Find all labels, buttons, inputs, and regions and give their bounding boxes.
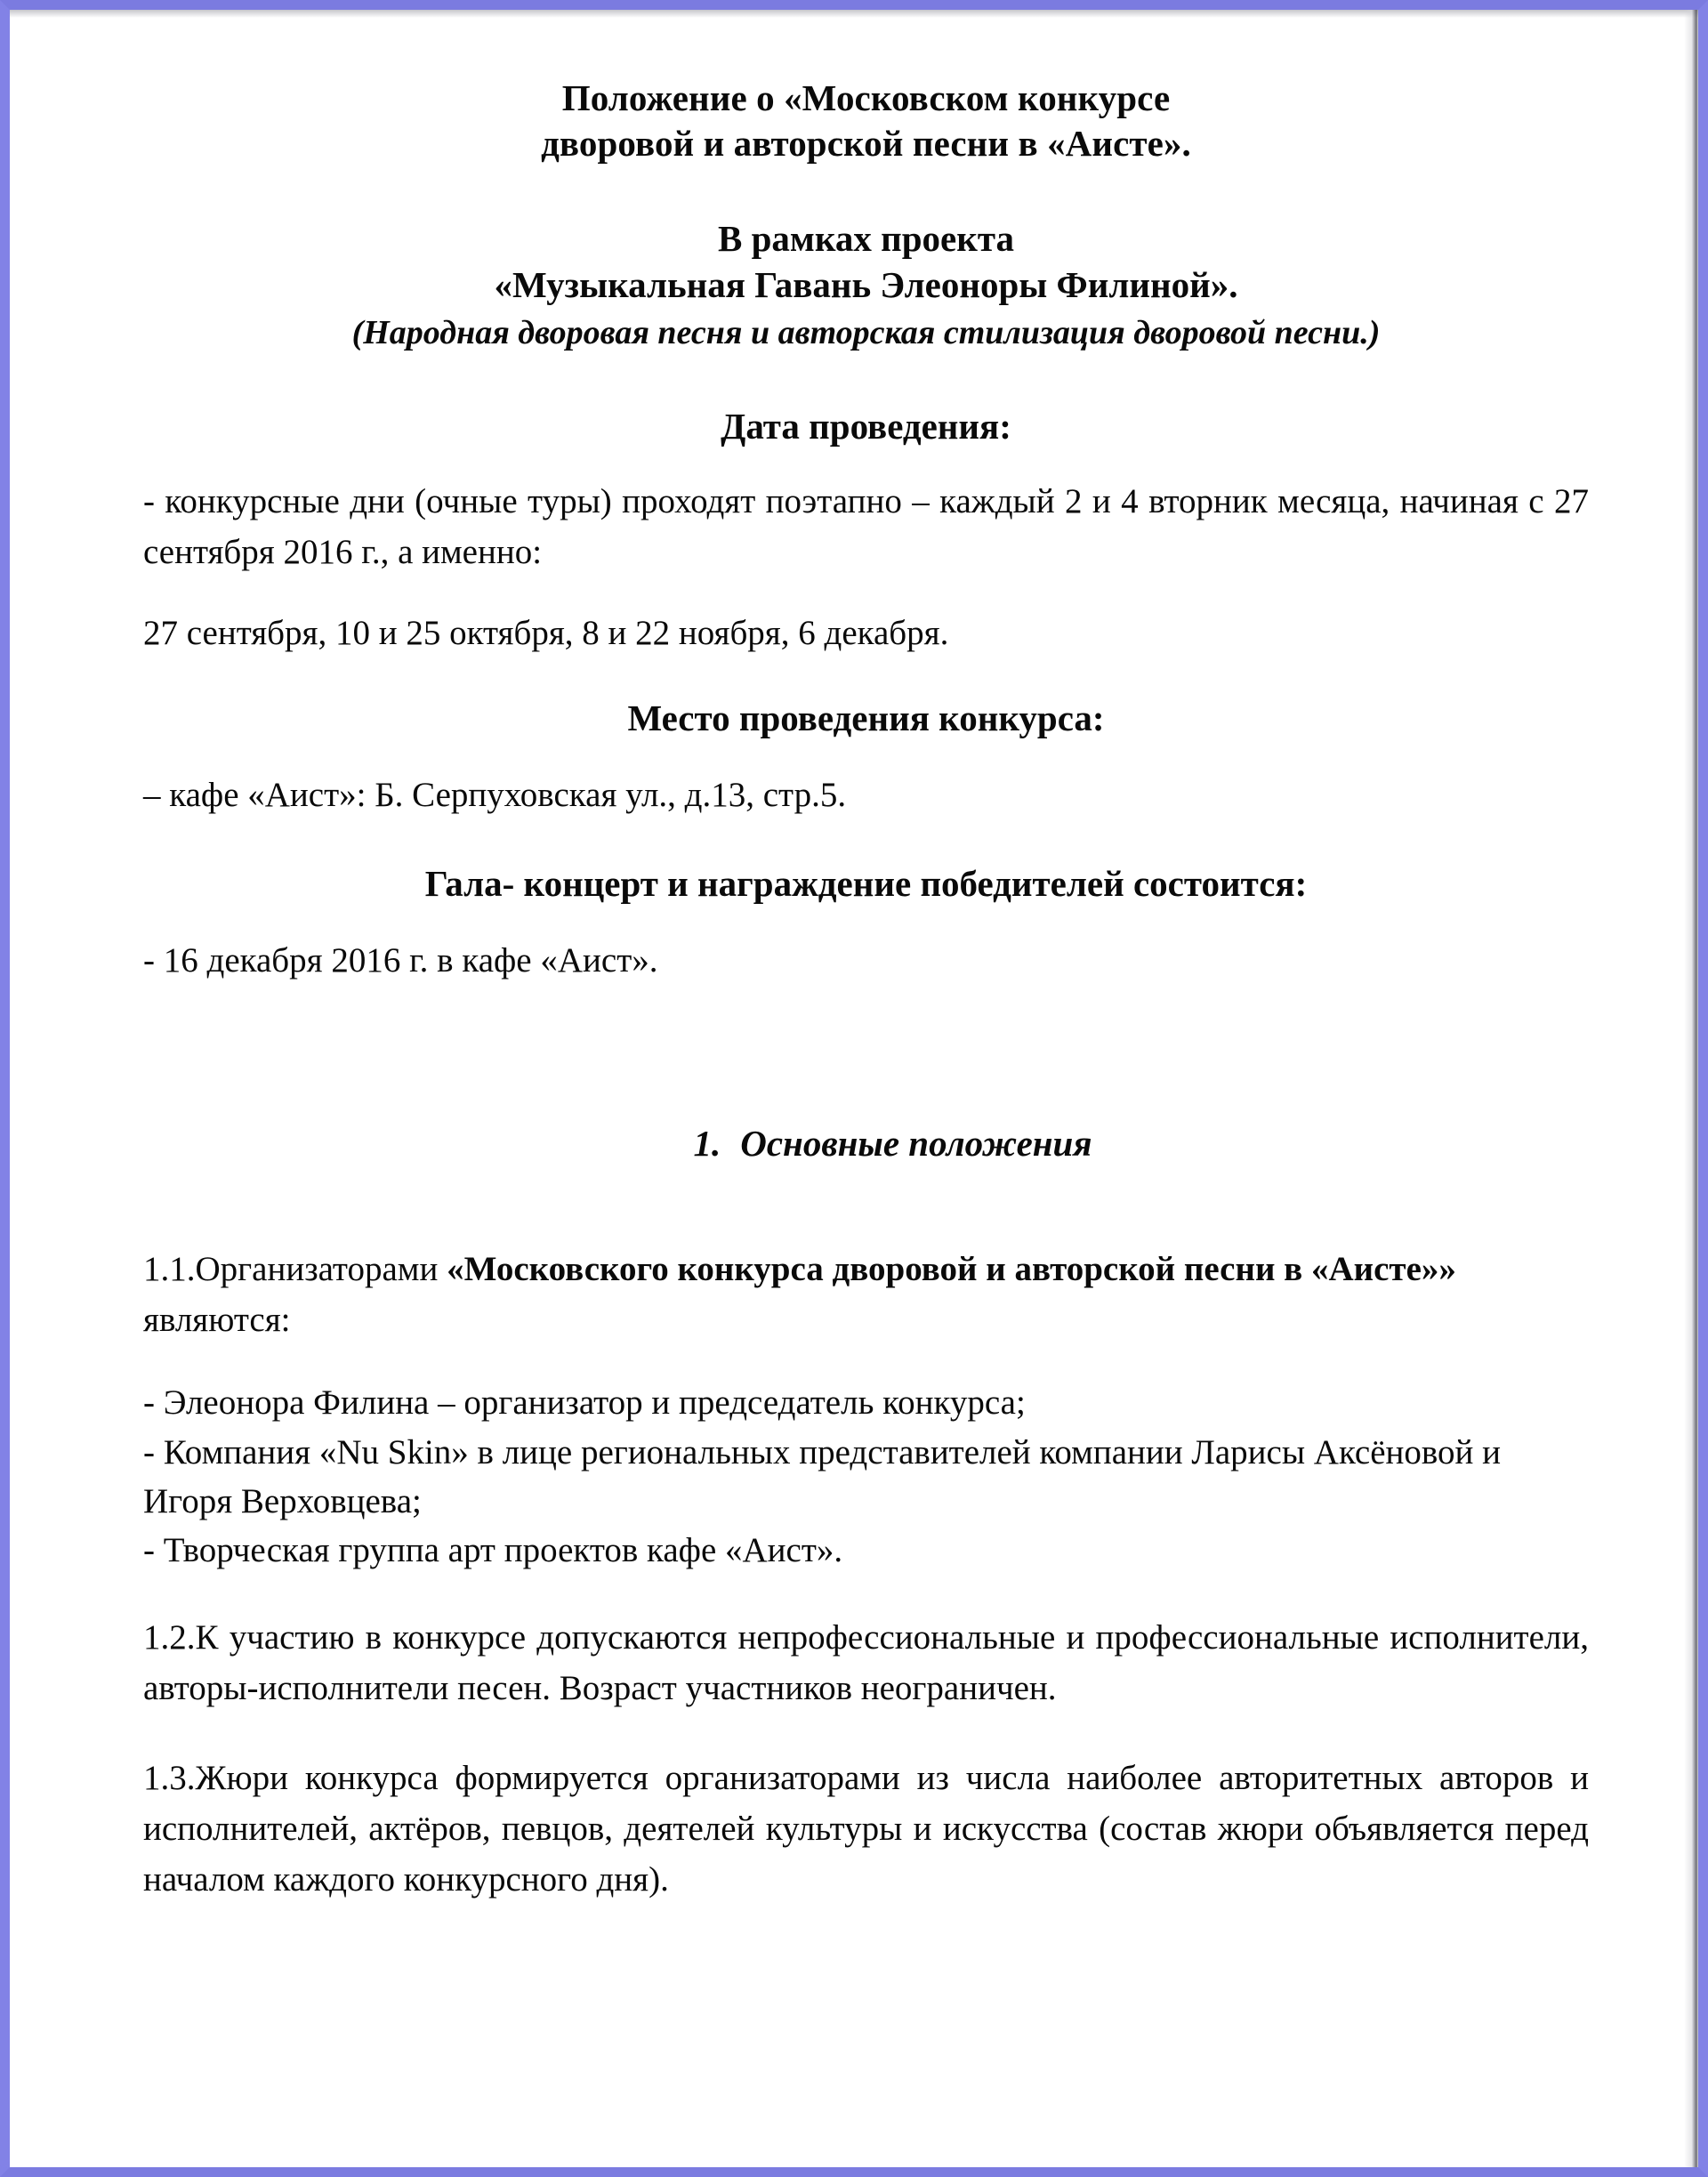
document-title-line-2: дворовой и авторской песни в «Аисте».: [541, 123, 1191, 165]
clause-1-1-lead: 1.1.Организаторами: [143, 1250, 447, 1289]
clause-1-1: [143, 1245, 1589, 1346]
document-body: [10, 10, 1698, 2167]
section-1-number: 1.: [693, 1123, 721, 1165]
date-heading: Дата проведения:: [721, 405, 1011, 447]
clause-1-1-tail: являются:: [143, 1301, 291, 1340]
clause-1-3: 1.3.Жюри конкурса формируется организаторами из числа наиболее авторитетных авторов и исполнителей, актёров, певцов, деятелей культуры и искусства (состав жюри объявляется перед началом каждого конкурсного дня).: [143, 1758, 1589, 1899]
place-paragraph: – кафе «Аист»: Б. Серпуховская ул., д.13, стр.5.: [143, 776, 847, 815]
list-item: - Компания «Nu Skin» в лице региональных представителей компании Ларисы Аксёновой и Игоря Верховцева;: [143, 1432, 1502, 1521]
project-note: (Народная дворовая песня и авторская стилизация дворовой песни.): [351, 314, 1381, 352]
project-line-2: «Музыкальная Гавань Элеоноры Филиной».: [494, 263, 1238, 305]
project-line-1: В рамках проекта: [718, 217, 1014, 259]
gala-paragraph: - 16 декабря 2016 г. в кафе «Аист».: [143, 941, 658, 980]
place-heading: Место проведения конкурса:: [627, 697, 1105, 738]
document-content: [143, 10, 1589, 1905]
date-paragraph: - конкурсные дни (очные туры) проходят поэтапно – каждый 2 и 4 вторник месяца, начиная с 27 сентября 2016 г., а именно:: [143, 482, 1589, 572]
document-title-line-1: Положение о «Московском конкурсе: [561, 77, 1171, 118]
section-1-title: Основные положения: [740, 1123, 1092, 1165]
document-title: [143, 76, 1589, 167]
clause-1-2: 1.2.К участию в конкурсе допускаются непрофессиональные и профессиональные исполнители, авторы-исполнители песен. Возраст участников неограничен.: [143, 1617, 1589, 1707]
date-list: 27 сентября, 10 и 25 октября, 8 и 22 ноября, 6 декабря.: [143, 614, 949, 652]
list-item: - Творческая группа арт проектов кафе «Аист».: [143, 1531, 843, 1570]
list-item: - Элеонора Филина – организатор и председатель конкурса;: [143, 1383, 1026, 1423]
project-block: [143, 215, 1589, 356]
section-1-heading: [143, 1122, 1589, 1165]
gala-heading: Гала- концерт и награждение победителей состоится:: [424, 863, 1308, 905]
clause-1-1-bold: «Московского конкурса дворовой и авторской песни в «Аисте»»: [447, 1250, 1456, 1289]
organizers-list: [143, 1378, 1589, 1576]
